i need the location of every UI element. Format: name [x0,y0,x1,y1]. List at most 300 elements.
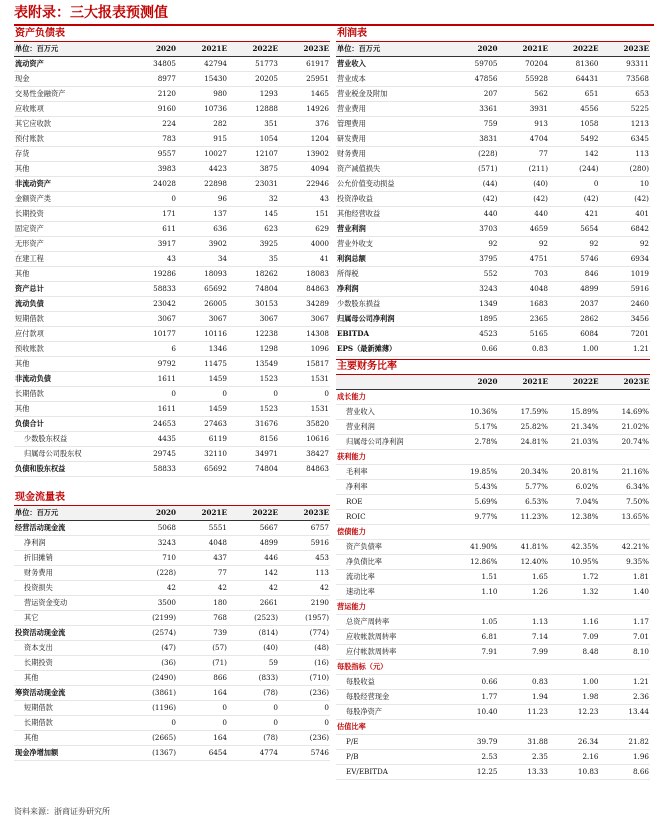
cell-value: 3795 [448,252,499,267]
cell-value: 35 [228,252,279,267]
cell-value: 5.77% [499,480,550,495]
cell-value: (228) [448,147,499,162]
cell-value: 3831 [448,132,499,147]
cell-value: 42.21% [600,540,651,555]
cell-value: 10.36% [448,405,499,420]
cell-value: (44) [448,177,499,192]
row-label: 负债合计 [14,417,126,432]
table-row [14,581,330,596]
cell-value: 437 [177,551,228,566]
table-row [14,701,330,716]
cell-value: 151 [279,207,330,222]
cell-value: 21.16% [600,465,651,480]
cell-value: 2120 [126,87,177,102]
row-label: 速动比率 [336,585,448,600]
cell-value: 6 [126,342,177,357]
row-label: 应收帐款周转率 [336,630,448,645]
cell-value: 4000 [279,237,330,252]
table-row [14,147,330,162]
row-label: ROE [336,495,448,510]
cell-value: (236) [279,686,330,701]
row-label: 其他 [14,731,126,746]
cell-value: (78) [228,686,279,701]
row-label: 资产总计 [14,282,126,297]
cell-value: 1.05 [448,615,499,630]
row-label: 归属母公司股东权 [14,447,126,462]
cell-value: 1.26 [499,585,550,600]
cell-value: (833) [228,671,279,686]
cell-value: 5667 [228,521,279,536]
cell-value: 92 [499,237,550,252]
cell-value: 1058 [549,117,600,132]
cell-value: 552 [448,267,499,282]
row-label: 营业收入 [336,57,448,72]
table-row [336,177,650,192]
table-row [336,645,650,660]
row-label: 投资活动现金流 [14,626,126,641]
cell-value: 0 [126,716,177,731]
row-label: 营运能力 [336,600,448,615]
table-row [336,87,650,102]
cell-value: (236) [279,731,330,746]
row-label: 营业成本 [336,72,448,87]
row-label: 负债和股东权益 [14,462,126,477]
row-label: 预收账款 [14,342,126,357]
cell-value: 25951 [279,72,330,87]
cell-value: 3067 [177,312,228,327]
header-year: 2020 [448,42,499,57]
row-label: 毛利率 [336,465,448,480]
cell-value: 23042 [126,297,177,312]
cell-value: 12.25 [448,765,499,780]
table-row [336,252,650,267]
row-label: 短期借款 [14,701,126,716]
cell-value: 12.86% [448,555,499,570]
table-row [14,671,330,686]
row-label: 固定资产 [14,222,126,237]
cell-value: 1.00 [549,342,600,357]
cell-value: 6.81 [448,630,499,645]
row-label: 其他 [14,267,126,282]
table-row [336,435,650,450]
table-row [14,102,330,117]
cell-value: 20205 [228,72,279,87]
cell-value: 42.35% [549,540,600,555]
cell-value: 8.66 [600,765,651,780]
row-label: EV/EBITDA [336,765,448,780]
cell-value: 7201 [600,327,651,342]
cell-value: (42) [499,192,550,207]
row-label: 获利能力 [336,450,448,465]
table-row [336,705,650,720]
row-label: 非流动负债 [14,372,126,387]
row-label: 净利润 [336,282,448,297]
cell-value: 11.23% [499,510,550,525]
cell-value: 1349 [448,297,499,312]
source-note: 资料来源：浙商证券研究所 [14,807,110,816]
header-year: 2023E [279,42,330,57]
table-header-row [14,42,330,57]
cell-value: 12.23 [549,705,600,720]
cell-value: (40) [228,641,279,656]
cell-value: (1367) [126,746,177,761]
row-label: 长期借款 [14,716,126,731]
row-label: 流动负债 [14,297,126,312]
row-label: 所得税 [336,267,448,282]
cell-value: 5746 [279,746,330,761]
cell-value: 1293 [228,87,279,102]
cell-value: 21.02% [600,420,651,435]
cell-value: (42) [448,192,499,207]
table-row [14,312,330,327]
cell-value: 38427 [279,447,330,462]
table-row [336,465,650,480]
cell-value: 24.81% [499,435,550,450]
cell-value: 5916 [600,282,651,297]
table-row [14,207,330,222]
cell-value: 32110 [177,447,228,462]
cell-value: 137 [177,207,228,222]
cell-value: 1.98 [549,690,600,705]
cell-value: 70204 [499,57,550,72]
cell-value: 913 [499,117,550,132]
row-label: 估值比率 [336,720,448,735]
row-label: 投资净收益 [336,192,448,207]
cell-value: 3500 [126,596,177,611]
row-label: 每股经营现金 [336,690,448,705]
cell-value: 0.66 [448,675,499,690]
cell-value: 0 [177,701,228,716]
cell-value: (36) [126,656,177,671]
cell-value: (40) [499,177,550,192]
cell-value: 1.00 [549,675,600,690]
table-row [336,510,650,525]
cell-value: (3861) [126,686,177,701]
table-row [336,207,650,222]
cell-value: 5.69% [448,495,499,510]
cell-value: 1.51 [448,570,499,585]
table-row [14,162,330,177]
cell-value: 1531 [279,402,330,417]
cell-value: 9.35% [600,555,651,570]
cell-value: 30153 [228,297,279,312]
cell-value: 13902 [279,147,330,162]
income-statement-panel [336,27,650,780]
cell-value: 4523 [448,327,499,342]
row-label: 总资产周转率 [336,615,448,630]
cell-value: 446 [228,551,279,566]
cell-value: 10.83 [549,765,600,780]
cell-value: 7.14 [499,630,550,645]
cell-value: 77 [499,147,550,162]
cell-value: 6757 [279,521,330,536]
cell-value: 7.09 [549,630,600,645]
table-row [336,450,650,465]
cell-value: 6.34% [600,480,651,495]
header-year: 2021E [177,42,228,57]
table-row [336,327,650,342]
cell-value: 1465 [279,87,330,102]
table-row [336,720,650,735]
cash-flow-title: 现金流量表 [14,491,330,506]
table-row [14,551,330,566]
cell-value: 58833 [126,282,177,297]
table-row [14,132,330,147]
cell-value: 351 [228,117,279,132]
cell-value: (2199) [126,611,177,626]
cell-value: 18093 [177,267,228,282]
table-row [336,765,650,780]
cell-value: 180 [177,596,228,611]
cell-value: 10177 [126,327,177,342]
cell-value: 0 [126,387,177,402]
row-label: 少数股东损益 [336,297,448,312]
row-label: 成长能力 [336,390,448,405]
row-label: 净利率 [336,480,448,495]
header-year: 2021E [499,42,550,57]
row-label: EBITDA [336,327,448,342]
cell-value: 4094 [279,162,330,177]
table-row [336,690,650,705]
cell-value: 4048 [499,282,550,297]
header-year: 2020 [126,506,177,521]
cell-value: (710) [279,671,330,686]
cell-value: 61917 [279,57,330,72]
table-row [336,405,650,420]
cell-value: 10116 [177,327,228,342]
header-unit-label: 单位：百万元 [14,42,126,57]
cell-value: 453 [279,551,330,566]
cell-value: 17.59% [499,405,550,420]
cell-value: 12107 [228,147,279,162]
row-label: 投资损失 [14,581,126,596]
row-label: 在建工程 [14,252,126,267]
cell-value: (16) [279,656,330,671]
table-row [336,675,650,690]
row-label: 长期借款 [14,387,126,402]
cell-value: 6.53% [499,495,550,510]
row-label: 短期借款 [14,312,126,327]
cell-value: 35820 [279,417,330,432]
table-row [14,731,330,746]
table-row [14,596,330,611]
cell-value: 703 [499,267,550,282]
table-row [336,72,650,87]
cell-value: 74804 [228,282,279,297]
row-label: 公允价值变动损益 [336,177,448,192]
cell-value [549,600,600,615]
row-label: 其他 [14,671,126,686]
cell-value: 1531 [279,372,330,387]
table-row [336,147,650,162]
cell-value: 13.65% [600,510,651,525]
cell-value: 739 [177,626,228,641]
cell-value: 1.72 [549,570,600,585]
cell-value: 42 [228,581,279,596]
balance-sheet-table [14,42,330,477]
cell-value [600,600,651,615]
cell-value [600,390,651,405]
table-row [14,117,330,132]
cell-value: 1.81 [600,570,651,585]
cell-value: 171 [126,207,177,222]
cell-value: 6842 [600,222,651,237]
cell-value: 4435 [126,432,177,447]
cell-value: 10616 [279,432,330,447]
cell-value: 20.81% [549,465,600,480]
cell-value: 164 [177,686,228,701]
cell-value [448,660,499,675]
cell-value: 14308 [279,327,330,342]
row-label: 归属母公司净利润 [336,312,448,327]
cell-value: 7.04% [549,495,600,510]
table-row [14,387,330,402]
income-statement-title: 利润表 [336,27,650,42]
row-label: 长期投资 [14,207,126,222]
row-label: 营业利润 [336,420,448,435]
cell-value [499,600,550,615]
header-year: 2020 [448,375,499,390]
table-row [14,402,330,417]
cell-value: 6345 [600,132,651,147]
table-row [336,342,650,357]
table-row [14,267,330,282]
cell-value: (2574) [126,626,177,641]
cell-value: 0 [279,387,330,402]
row-label: 非流动资产 [14,177,126,192]
table-row [14,372,330,387]
cell-value [600,660,651,675]
cell-value: 14.69% [600,405,651,420]
header-year: 2023E [600,42,651,57]
cell-value: 3243 [448,282,499,297]
cell-value: 113 [279,566,330,581]
cell-value [549,525,600,540]
cell-value: (244) [549,162,600,177]
cell-value: 12238 [228,327,279,342]
cell-value: 2.36 [600,690,651,705]
table-row [14,432,330,447]
row-label: 资产负债率 [336,540,448,555]
cell-value: 980 [177,87,228,102]
cell-value: 15430 [177,72,228,87]
cell-value [549,450,600,465]
cell-value: 9.77% [448,510,499,525]
cell-value: 5746 [549,252,600,267]
cell-value [499,525,550,540]
row-label: 其他 [14,162,126,177]
row-label: 营业税金及附加 [336,87,448,102]
cell-value: (2490) [126,671,177,686]
cell-value [600,450,651,465]
cell-value: (48) [279,641,330,656]
cell-value: 47856 [448,72,499,87]
row-label: 现金 [14,72,126,87]
header-year: 2022E [549,42,600,57]
row-label: 金额资产类 [14,192,126,207]
cell-value: 1.32 [549,585,600,600]
table-row [14,297,330,312]
cell-value: 915 [177,132,228,147]
cell-value: 0 [228,716,279,731]
cell-value: (2665) [126,731,177,746]
cell-value: 1346 [177,342,228,357]
cell-value: 3902 [177,237,228,252]
cell-value: 0 [177,387,228,402]
header-year: 2020 [126,42,177,57]
cell-value: 5.17% [448,420,499,435]
table-row [14,462,330,477]
cell-value: 41.90% [448,540,499,555]
cell-value: 3067 [126,312,177,327]
header-year: 2022E [228,506,279,521]
table-row [336,222,650,237]
cell-value: 629 [279,222,330,237]
cell-value: 866 [177,671,228,686]
table-header-row [336,42,650,57]
table-row [336,390,650,405]
row-label: P/E [336,735,448,750]
cell-value: 1213 [600,117,651,132]
cell-value: 5551 [177,521,228,536]
cell-value: 440 [499,207,550,222]
row-label: 偿债能力 [336,525,448,540]
cell-value: 13.33 [499,765,550,780]
row-label: 经营活动现金流 [14,521,126,536]
cell-value: 768 [177,611,228,626]
cell-value: 21.34% [549,420,600,435]
row-label: 现金净增加额 [14,746,126,761]
cell-value: 3456 [600,312,651,327]
cell-value: 1.10 [448,585,499,600]
cell-value: 1.13 [499,615,550,630]
row-label: 营业利润 [336,222,448,237]
row-label: 营运资金变动 [14,596,126,611]
cell-value: 2.16 [549,750,600,765]
table-row [336,540,650,555]
cell-value: 7.50% [600,495,651,510]
cell-value: 42 [177,581,228,596]
cell-value: 142 [549,147,600,162]
table-row [14,282,330,297]
table-row [336,162,650,177]
header-year: 2021E [499,375,550,390]
cell-value [600,525,651,540]
cell-value: 93311 [600,57,651,72]
cell-value [448,525,499,540]
row-label: 每股收益 [336,675,448,690]
row-label: 财务费用 [336,147,448,162]
cell-value: 65692 [177,462,228,477]
cell-value: 207 [448,87,499,102]
cell-value: 81360 [549,57,600,72]
cell-value: 22898 [177,177,228,192]
cell-value: 421 [549,207,600,222]
cell-value: 8.48 [549,645,600,660]
cell-value: 783 [126,132,177,147]
cell-value: 5225 [600,102,651,117]
cell-value: 18262 [228,267,279,282]
cell-value: 145 [228,207,279,222]
table-row [336,615,650,630]
table-row [336,267,650,282]
cell-value: 65692 [177,282,228,297]
cell-value: 7.99 [499,645,550,660]
cell-value: 623 [228,222,279,237]
cell-value: 0 [549,177,600,192]
row-label: 营业收入 [336,405,448,420]
cell-value: 23031 [228,177,279,192]
